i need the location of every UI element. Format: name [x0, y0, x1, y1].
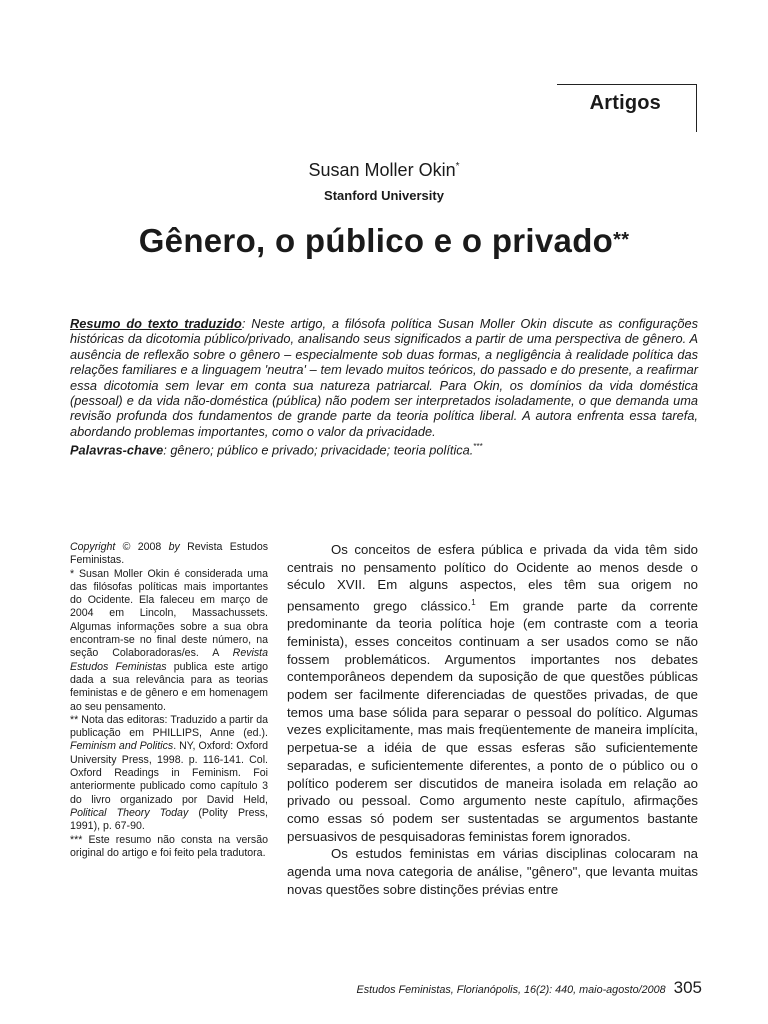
keywords-label: Palavras-chave	[70, 442, 164, 458]
copyright-label: Copyright	[70, 541, 116, 553]
footnote-editors-text-end: (Polity Press, 1991), p. 67-90.	[70, 806, 268, 833]
footnote-book-title-2: Political Theory Today	[70, 806, 189, 819]
author-line	[0, 160, 768, 181]
footnote-author-text-end: publica este artigo dada a sua relevância para as teorias feministas e de gênero e em homenagem ao seu pensamento.	[70, 660, 268, 713]
footnote-translator: *** Este resumo não consta na versão original do artigo e foi feito pela tradutora.	[70, 833, 268, 859]
section-label: Artigos	[589, 92, 661, 114]
author-name: Susan Moller Okin	[308, 160, 456, 180]
author-affiliation: Stanford University	[324, 188, 444, 203]
keywords-footnote-mark: ***	[473, 442, 483, 452]
page-number: 305	[673, 978, 702, 997]
footnotes-column	[70, 541, 268, 860]
body-paragraph: Os estudos feministas em várias disciplinas colocaram na agenda uma nova categoria de análise, "gênero", que levanta muitas novas questões sobre distinções prévias entre	[287, 846, 698, 897]
footnote-author	[70, 568, 268, 714]
abstract	[70, 316, 698, 458]
footnote-editors-text-mid: . NY, Oxford: Oxford University Press, 1998. p. 116-141. Col. Oxford Readings in Feminism. Foi anteriormente publicado como capítulo 3 do livro organizado por David Held,	[70, 740, 269, 806]
abstract-text: : Neste artigo, a filósofa política Susan Moller Okin discute as configurações históricas da dicotomia público/privado, analisando seus significados a partir de uma perspectiva de gênero. A ausência de reflexão sobre o gênero – especialmente sob duas formas, a negligência à realidade política das relações familiares e a linguagem 'neutra' – tem levado muitos teóricos, do passado e do presente, a reafirmar essa dicotomia sem levar em conta sua natureza patriarcal. Para Okin, os domínios da vida doméstica (pessoal) e da vida não-doméstica (pública) não podem ser interpretados isoladamente, o que demanda uma revisão profunda dos fundamentos de grande parte da teoria política liberal. A autora enfrenta essa tarefa, abordando problemas importantes, como o valor da privacidade.	[70, 316, 699, 439]
body-paragraph-1-text-cont: Em grande parte da corrente predominante da teoria política hoje (em contraste com a teoria feminista), esses conceitos continuam a ser usados como se não fossem problemáticos. Argumentos importantes nos debates contemporâneos dependem da suposição de que questões públicas podem ser facilmente diferenciadas de questões privadas, de que temos uma base sólida para separar o pessoal do político. Algumas vezes explicitamente, mas mais freqüentemente de maneira implícita, perpetua-se a idéia de que essas esferas são suficientemente separadas, e suficientemente diferentes, a ponto de o público ou o político poderem ser discutidos de maneira isolada em relação ao privado ou pessoal. Como argumento neste capítulo, afirmações como essas só podem ser sustentadas se argumentos bastante persuasivos de pesquisadoras feministas forem ignorados.	[287, 598, 698, 844]
footnote-editors-text: ** Nota das editoras: Traduzido a partir da publicação em PHILLIPS, Anne (ed.).	[70, 713, 268, 740]
article-title	[0, 222, 768, 260]
copyright-year: © 2008	[115, 541, 169, 553]
page-footer	[316, 978, 702, 998]
section-rule-vertical	[696, 84, 697, 132]
section-rule-horizontal	[557, 84, 697, 85]
title-text: Gênero, o público e o privado	[138, 222, 614, 259]
footnote-journal-name: Revista Estudos Feministas	[70, 647, 268, 673]
abstract-lead: Resumo do texto traduzido	[70, 316, 242, 331]
article-body	[287, 541, 698, 898]
footnote-author-text: * Susan Moller Okin é considerada uma das filósofas políticas mais importantes do Ocidente. Ela faleceu em março de 2004 em Lincoln, Massachussets. Algumas informações sobre a sua obra encontram-se no final deste número, na seção Colaboradoras/es. A	[70, 567, 268, 660]
copyright-note	[70, 541, 268, 568]
footnote-book-title: Feminism and Politics	[70, 740, 174, 753]
title-footnote-mark: **	[613, 229, 630, 251]
body-paragraph-1-text: Os conceitos de esfera pública e privada da vida têm sido centrais no pensamento político do Ocidente ao menos desde o século XVII. Em alguns aspectos, eles têm sua origem no pensamento grego clássico.	[287, 542, 698, 614]
keywords-text: : gênero; público e privado; privacidade; teoria política.	[163, 442, 474, 458]
footer-journal-citation: Estudos Feministas, Florianópolis, 16(2): 440, maio-agosto/2008	[356, 984, 666, 996]
footnote-ref: 1	[471, 598, 476, 608]
copyright-owner: Revista Estudos Feministas.	[70, 541, 269, 567]
copyright-by: by	[168, 541, 180, 553]
footnote-editors	[70, 714, 268, 834]
body-paragraph	[287, 541, 698, 845]
author-footnote-mark: *	[455, 161, 460, 172]
section-header	[557, 84, 697, 132]
